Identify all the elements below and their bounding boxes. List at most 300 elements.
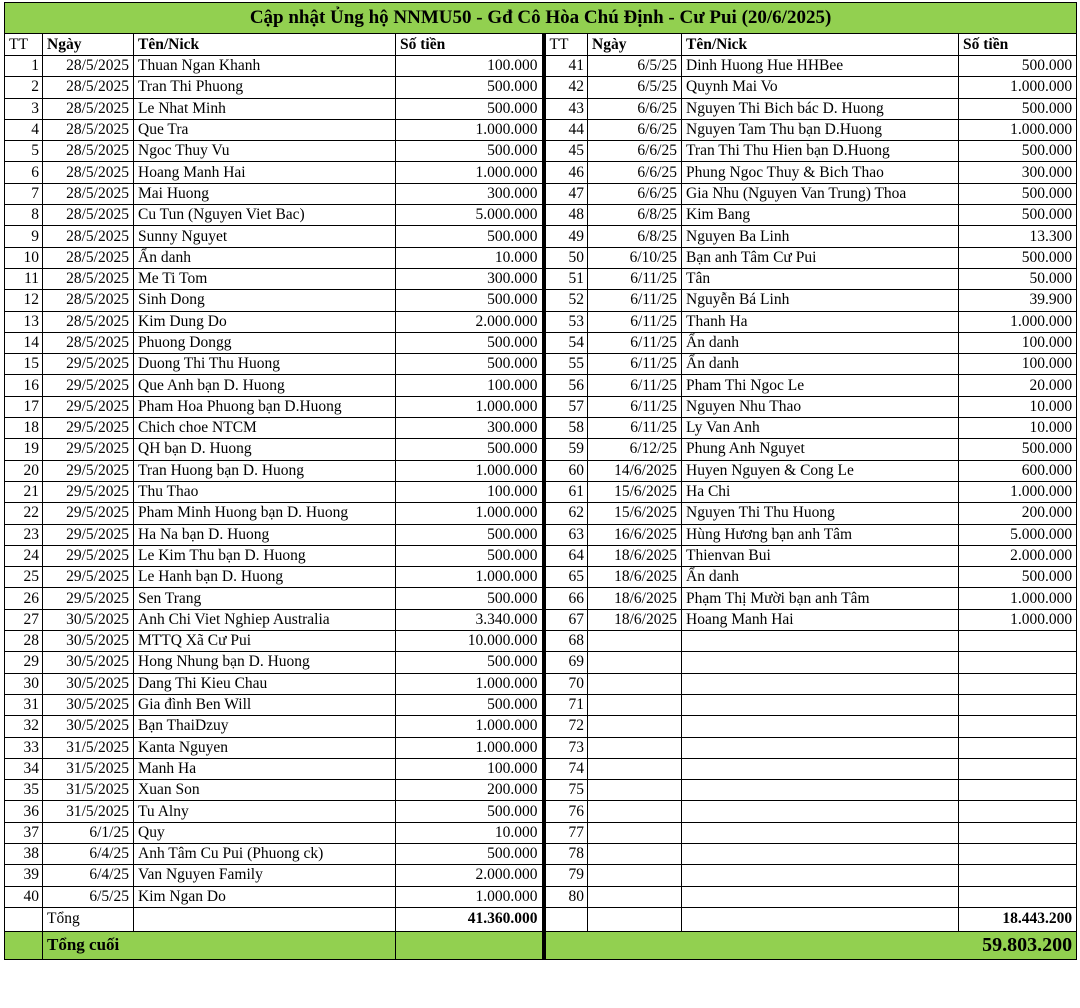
right-amount-cell: 100.000 [959, 354, 1077, 375]
right-tt-cell: 73 [544, 737, 588, 758]
right-tt-cell: 46 [544, 162, 588, 183]
right-date-cell: 6/8/25 [588, 205, 682, 226]
right-tt-cell: 78 [544, 843, 588, 864]
right-date-cell: 6/11/25 [588, 418, 682, 439]
right-name-cell [682, 801, 959, 822]
right-amount-cell: 1.000.000 [959, 481, 1077, 502]
left-amount-cell: 1.000.000 [396, 673, 544, 694]
left-date-cell: 29/5/2025 [43, 545, 134, 566]
left-name-cell: Tran Huong bạn D. Huong [134, 460, 396, 481]
left-date-cell: 28/5/2025 [43, 98, 134, 119]
left-tt-cell: 20 [5, 460, 43, 481]
right-name-cell [682, 716, 959, 737]
right-name-cell: Nguyen Nhu Thao [682, 396, 959, 417]
right-tt-cell: 43 [544, 98, 588, 119]
right-name-cell: Kim Bang [682, 205, 959, 226]
left-date-cell: 28/5/2025 [43, 183, 134, 204]
left-date-cell: 29/5/2025 [43, 567, 134, 588]
right-tt-cell: 42 [544, 77, 588, 98]
header-name-right: Tên/Nick [682, 34, 959, 56]
right-date-cell: 18/6/2025 [588, 588, 682, 609]
right-tt-cell: 65 [544, 567, 588, 588]
right-amount-cell [959, 865, 1077, 886]
left-amount-cell: 200.000 [396, 780, 544, 801]
left-tt-cell: 34 [5, 758, 43, 779]
right-amount-cell: 500.000 [959, 141, 1077, 162]
left-date-cell: 28/5/2025 [43, 226, 134, 247]
left-name-cell: Me Ti Tom [134, 268, 396, 289]
table-row [5, 843, 1077, 864]
table-row [5, 631, 1077, 652]
right-name-cell [682, 737, 959, 758]
left-name-cell: Bạn ThaiDzuy [134, 716, 396, 737]
left-tt-cell: 32 [5, 716, 43, 737]
right-name-cell [682, 631, 959, 652]
right-tt-cell: 53 [544, 311, 588, 332]
left-tt-cell: 23 [5, 524, 43, 545]
left-name-cell: Chich choe NTCM [134, 418, 396, 439]
right-date-cell: 14/6/2025 [588, 460, 682, 481]
left-name-cell: Duong Thi Thu Huong [134, 354, 396, 375]
left-tt-cell: 40 [5, 886, 43, 907]
left-amount-cell: 1.000.000 [396, 460, 544, 481]
left-name-cell: Gia đình Ben Will [134, 694, 396, 715]
right-amount-cell: 20.000 [959, 375, 1077, 396]
table-row [5, 822, 1077, 843]
right-date-cell [588, 716, 682, 737]
right-date-cell: 6/6/25 [588, 183, 682, 204]
table-row [5, 205, 1077, 226]
left-amount-cell: 1.000.000 [396, 119, 544, 140]
right-name-cell: Hoang Manh Hai [682, 609, 959, 630]
right-amount-cell: 600.000 [959, 460, 1077, 481]
left-date-cell: 31/5/2025 [43, 780, 134, 801]
table-row [5, 865, 1077, 886]
total-blank-cell [544, 907, 588, 931]
left-amount-cell: 500.000 [396, 801, 544, 822]
right-date-cell [588, 843, 682, 864]
final-total-row [5, 931, 1077, 959]
right-name-cell: Gia Nhu (Nguyen Van Trung) Thoa [682, 183, 959, 204]
left-name-cell: Ha Na bạn D. Huong [134, 524, 396, 545]
right-date-cell: 6/11/25 [588, 311, 682, 332]
left-date-cell: 29/5/2025 [43, 375, 134, 396]
left-name-cell: Sen Trang [134, 588, 396, 609]
total-blank-cell [134, 907, 396, 931]
table-row [5, 183, 1077, 204]
table-row [5, 98, 1077, 119]
table-row [5, 162, 1077, 183]
left-date-cell: 31/5/2025 [43, 801, 134, 822]
left-date-cell: 29/5/2025 [43, 418, 134, 439]
left-date-cell: 30/5/2025 [43, 631, 134, 652]
right-tt-cell: 49 [544, 226, 588, 247]
left-date-cell: 28/5/2025 [43, 290, 134, 311]
table-row [5, 694, 1077, 715]
right-date-cell [588, 673, 682, 694]
header-amount-right: Số tiền [959, 34, 1077, 56]
left-amount-cell: 500.000 [396, 141, 544, 162]
right-tt-cell: 57 [544, 396, 588, 417]
right-amount-cell: 500.000 [959, 183, 1077, 204]
left-amount-cell: 1.000.000 [396, 567, 544, 588]
table-row [5, 268, 1077, 289]
left-date-cell: 28/5/2025 [43, 205, 134, 226]
left-date-cell: 28/5/2025 [43, 119, 134, 140]
left-amount-cell: 300.000 [396, 418, 544, 439]
right-name-cell: Ẩn danh [682, 354, 959, 375]
table-row [5, 609, 1077, 630]
left-name-cell: Van Nguyen Family [134, 865, 396, 886]
total-left-amount: 41.360.000 [396, 907, 544, 931]
left-name-cell: Manh Ha [134, 758, 396, 779]
right-tt-cell: 75 [544, 780, 588, 801]
right-date-cell: 6/11/25 [588, 375, 682, 396]
left-name-cell: Quy [134, 822, 396, 843]
left-name-cell: QH bạn D. Huong [134, 439, 396, 460]
right-name-cell [682, 652, 959, 673]
right-amount-cell: 500.000 [959, 567, 1077, 588]
right-amount-cell [959, 716, 1077, 737]
left-name-cell: Pham Hoa Phuong bạn D.Huong [134, 396, 396, 417]
left-amount-cell: 500.000 [396, 588, 544, 609]
left-tt-cell: 17 [5, 396, 43, 417]
right-tt-cell: 64 [544, 545, 588, 566]
right-date-cell: 18/6/2025 [588, 545, 682, 566]
left-amount-cell: 2.000.000 [396, 865, 544, 886]
left-name-cell: Sinh Dong [134, 290, 396, 311]
right-name-cell [682, 822, 959, 843]
left-tt-cell: 5 [5, 141, 43, 162]
left-name-cell: Ngoc Thuy Vu [134, 141, 396, 162]
left-name-cell: Que Tra [134, 119, 396, 140]
table-row [5, 418, 1077, 439]
right-amount-cell: 1.000.000 [959, 77, 1077, 98]
final-total-label: Tổng cuối [43, 931, 396, 959]
left-tt-cell: 36 [5, 801, 43, 822]
left-name-cell: Xuan Son [134, 780, 396, 801]
donation-table [4, 2, 1077, 960]
right-name-cell: Huyen Nguyen & Cong Le [682, 460, 959, 481]
right-tt-cell: 59 [544, 439, 588, 460]
final-blank-cell [396, 931, 544, 959]
total-blank-cell [682, 907, 959, 931]
left-amount-cell: 10.000 [396, 822, 544, 843]
right-tt-cell: 41 [544, 56, 588, 77]
right-amount-cell: 200.000 [959, 503, 1077, 524]
right-date-cell: 6/11/25 [588, 354, 682, 375]
left-name-cell: Hong Nhung bạn D. Huong [134, 652, 396, 673]
left-amount-cell: 500.000 [396, 439, 544, 460]
left-tt-cell: 30 [5, 673, 43, 694]
right-date-cell: 6/12/25 [588, 439, 682, 460]
right-tt-cell: 50 [544, 247, 588, 268]
right-tt-cell: 56 [544, 375, 588, 396]
left-date-cell: 31/5/2025 [43, 737, 134, 758]
right-date-cell: 6/6/25 [588, 98, 682, 119]
right-amount-cell: 10.000 [959, 418, 1077, 439]
left-date-cell: 31/5/2025 [43, 758, 134, 779]
left-name-cell: Ẩn danh [134, 247, 396, 268]
right-date-cell: 6/11/25 [588, 396, 682, 417]
right-tt-cell: 76 [544, 801, 588, 822]
left-name-cell: Mai Huong [134, 183, 396, 204]
table-row [5, 588, 1077, 609]
table-row [5, 290, 1077, 311]
left-name-cell: Tran Thi Phuong [134, 77, 396, 98]
left-date-cell: 28/5/2025 [43, 332, 134, 353]
left-amount-cell: 1.000.000 [396, 886, 544, 907]
right-tt-cell: 62 [544, 503, 588, 524]
left-tt-cell: 19 [5, 439, 43, 460]
table-row [5, 460, 1077, 481]
left-amount-cell: 100.000 [396, 758, 544, 779]
table-row [5, 119, 1077, 140]
left-tt-cell: 35 [5, 780, 43, 801]
left-amount-cell: 500.000 [396, 332, 544, 353]
left-date-cell: 6/1/25 [43, 822, 134, 843]
left-tt-cell: 26 [5, 588, 43, 609]
right-date-cell: 18/6/2025 [588, 609, 682, 630]
right-amount-cell: 1.000.000 [959, 119, 1077, 140]
right-tt-cell: 67 [544, 609, 588, 630]
table-row [5, 247, 1077, 268]
table-row [5, 716, 1077, 737]
left-amount-cell: 100.000 [396, 56, 544, 77]
left-date-cell: 28/5/2025 [43, 162, 134, 183]
left-date-cell: 29/5/2025 [43, 481, 134, 502]
right-tt-cell: 79 [544, 865, 588, 886]
total-right-amount: 18.443.200 [959, 907, 1077, 931]
left-date-cell: 29/5/2025 [43, 524, 134, 545]
left-tt-cell: 29 [5, 652, 43, 673]
left-tt-cell: 18 [5, 418, 43, 439]
left-name-cell: Phuong Dongg [134, 332, 396, 353]
right-name-cell: Thienvan Bui [682, 545, 959, 566]
left-amount-cell: 100.000 [396, 375, 544, 396]
left-amount-cell: 500.000 [396, 98, 544, 119]
right-amount-cell: 500.000 [959, 98, 1077, 119]
left-name-cell: Thu Thao [134, 481, 396, 502]
right-date-cell [588, 801, 682, 822]
left-name-cell: Tu Alny [134, 801, 396, 822]
left-tt-cell: 1 [5, 56, 43, 77]
left-tt-cell: 6 [5, 162, 43, 183]
table-row [5, 226, 1077, 247]
left-tt-cell: 14 [5, 332, 43, 353]
right-name-cell: Bạn anh Tâm Cư Pui [682, 247, 959, 268]
right-date-cell: 18/6/2025 [588, 567, 682, 588]
left-tt-cell: 8 [5, 205, 43, 226]
right-name-cell: Tân [682, 268, 959, 289]
sheet-title: Cập nhật Ủng hộ NNMU50 - Gđ Cô Hòa Chú Định - Cư Pui (20/6/2025) [5, 3, 1077, 34]
right-date-cell: 6/10/25 [588, 247, 682, 268]
left-name-cell: Hoang Manh Hai [134, 162, 396, 183]
total-label: Tổng [43, 907, 134, 931]
right-date-cell: 6/5/25 [588, 56, 682, 77]
left-date-cell: 29/5/2025 [43, 503, 134, 524]
right-tt-cell: 54 [544, 332, 588, 353]
left-tt-cell: 22 [5, 503, 43, 524]
right-amount-cell [959, 652, 1077, 673]
right-date-cell [588, 886, 682, 907]
left-date-cell: 28/5/2025 [43, 56, 134, 77]
right-amount-cell: 50.000 [959, 268, 1077, 289]
header-date-left: Ngày [43, 34, 134, 56]
right-amount-cell: 500.000 [959, 247, 1077, 268]
right-amount-cell: 1.000.000 [959, 311, 1077, 332]
right-amount-cell [959, 673, 1077, 694]
left-name-cell: Kim Dung Do [134, 311, 396, 332]
left-amount-cell: 500.000 [396, 226, 544, 247]
table-row [5, 737, 1077, 758]
right-date-cell: 15/6/2025 [588, 481, 682, 502]
table-row [5, 481, 1077, 502]
header-amount-left: Số tiền [396, 34, 544, 56]
right-amount-cell [959, 758, 1077, 779]
right-date-cell [588, 822, 682, 843]
table-row [5, 77, 1077, 98]
right-tt-cell: 72 [544, 716, 588, 737]
right-name-cell [682, 780, 959, 801]
right-amount-cell: 2.000.000 [959, 545, 1077, 566]
right-name-cell: Pham Thi Ngoc Le [682, 375, 959, 396]
table-row [5, 396, 1077, 417]
left-name-cell: Anh Tâm Cu Pui (Phuong ck) [134, 843, 396, 864]
header-row [5, 34, 1077, 56]
header-name-left: Tên/Nick [134, 34, 396, 56]
right-name-cell: Phung Ngoc Thuy & Bich Thao [682, 162, 959, 183]
left-date-cell: 29/5/2025 [43, 460, 134, 481]
right-name-cell: Nguyen Tam Thu bạn D.Huong [682, 119, 959, 140]
left-amount-cell: 500.000 [396, 290, 544, 311]
table-row [5, 439, 1077, 460]
header-date-right: Ngày [588, 34, 682, 56]
left-amount-cell: 500.000 [396, 524, 544, 545]
left-name-cell: Kanta Nguyen [134, 737, 396, 758]
right-amount-cell [959, 843, 1077, 864]
left-amount-cell: 500.000 [396, 843, 544, 864]
right-name-cell [682, 758, 959, 779]
left-amount-cell: 5.000.000 [396, 205, 544, 226]
table-row [5, 311, 1077, 332]
right-date-cell [588, 865, 682, 886]
table-row [5, 886, 1077, 907]
left-amount-cell: 1.000.000 [396, 503, 544, 524]
left-tt-cell: 11 [5, 268, 43, 289]
left-amount-cell: 10.000.000 [396, 631, 544, 652]
right-tt-cell: 70 [544, 673, 588, 694]
left-tt-cell: 28 [5, 631, 43, 652]
right-date-cell [588, 758, 682, 779]
right-amount-cell [959, 694, 1077, 715]
left-amount-cell: 2.000.000 [396, 311, 544, 332]
left-amount-cell: 500.000 [396, 354, 544, 375]
right-name-cell [682, 673, 959, 694]
left-name-cell: Que Anh bạn D. Huong [134, 375, 396, 396]
right-date-cell: 16/6/2025 [588, 524, 682, 545]
left-name-cell: Le Nhat Minh [134, 98, 396, 119]
left-tt-cell: 4 [5, 119, 43, 140]
right-name-cell: Nguyen Thi Bich bác D. Huong [682, 98, 959, 119]
right-tt-cell: 77 [544, 822, 588, 843]
left-amount-cell: 300.000 [396, 268, 544, 289]
right-date-cell: 6/11/25 [588, 332, 682, 353]
right-name-cell: Dinh Huong Hue HHBee [682, 56, 959, 77]
right-tt-cell: 63 [544, 524, 588, 545]
right-tt-cell: 55 [544, 354, 588, 375]
left-amount-cell: 500.000 [396, 77, 544, 98]
right-amount-cell [959, 801, 1077, 822]
left-amount-cell: 300.000 [396, 183, 544, 204]
left-name-cell: Thuan Ngan Khanh [134, 56, 396, 77]
left-date-cell: 29/5/2025 [43, 439, 134, 460]
right-tt-cell: 58 [544, 418, 588, 439]
right-tt-cell: 69 [544, 652, 588, 673]
table-row [5, 545, 1077, 566]
table-row [5, 652, 1077, 673]
right-date-cell [588, 631, 682, 652]
right-amount-cell: 13.300 [959, 226, 1077, 247]
left-amount-cell: 500.000 [396, 652, 544, 673]
right-date-cell: 15/6/2025 [588, 503, 682, 524]
right-tt-cell: 71 [544, 694, 588, 715]
table-row [5, 332, 1077, 353]
right-amount-cell: 300.000 [959, 162, 1077, 183]
right-tt-cell: 45 [544, 141, 588, 162]
right-tt-cell: 48 [544, 205, 588, 226]
header-tt-right: TT [544, 34, 588, 56]
right-tt-cell: 80 [544, 886, 588, 907]
right-amount-cell [959, 737, 1077, 758]
left-tt-cell: 27 [5, 609, 43, 630]
right-date-cell: 6/6/25 [588, 141, 682, 162]
left-date-cell: 28/5/2025 [43, 141, 134, 162]
left-name-cell: Anh Chi Viet Nghiep Australia [134, 609, 396, 630]
left-tt-cell: 33 [5, 737, 43, 758]
final-blank-cell [5, 931, 43, 959]
total-row [5, 907, 1077, 931]
table-row [5, 141, 1077, 162]
right-name-cell: Thanh Ha [682, 311, 959, 332]
left-name-cell: Le Kim Thu bạn D. Huong [134, 545, 396, 566]
table-row [5, 758, 1077, 779]
right-tt-cell: 68 [544, 631, 588, 652]
left-name-cell: Dang Thi Kieu Chau [134, 673, 396, 694]
final-total-value: 59.803.200 [544, 931, 1077, 959]
right-amount-cell: 500.000 [959, 205, 1077, 226]
left-name-cell: MTTQ Xã Cư Pui [134, 631, 396, 652]
table-row [5, 524, 1077, 545]
left-date-cell: 28/5/2025 [43, 311, 134, 332]
left-date-cell: 29/5/2025 [43, 354, 134, 375]
table-row [5, 801, 1077, 822]
left-date-cell: 30/5/2025 [43, 694, 134, 715]
left-tt-cell: 38 [5, 843, 43, 864]
right-name-cell [682, 694, 959, 715]
right-date-cell: 6/6/25 [588, 119, 682, 140]
left-name-cell: Sunny Nguyet [134, 226, 396, 247]
right-date-cell: 6/11/25 [588, 268, 682, 289]
right-name-cell: Nguyễn Bá Linh [682, 290, 959, 311]
left-date-cell: 6/5/25 [43, 886, 134, 907]
left-tt-cell: 37 [5, 822, 43, 843]
left-tt-cell: 15 [5, 354, 43, 375]
left-amount-cell: 500.000 [396, 694, 544, 715]
left-date-cell: 30/5/2025 [43, 652, 134, 673]
right-name-cell [682, 886, 959, 907]
left-date-cell: 30/5/2025 [43, 673, 134, 694]
